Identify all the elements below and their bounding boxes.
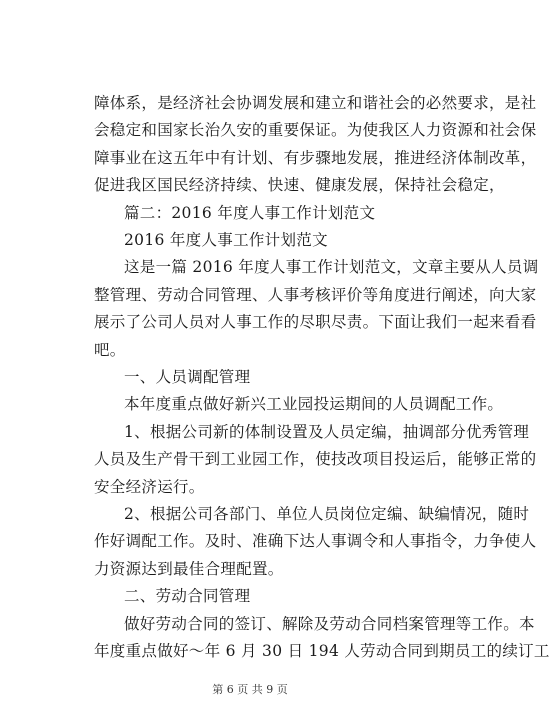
subsection-heading: 二、劳动合同管理	[124, 587, 251, 605]
body-text-line: 安全经济运行。	[94, 478, 205, 496]
body-text-line: 障事业在这五年中有计划、有步骤地发展，推进经济体制改革，	[94, 149, 537, 167]
body-text-line: 吧。	[94, 341, 126, 359]
body-text-line: 力资源达到最佳合理配置。	[94, 560, 284, 578]
body-text-line: 促进我区国民经济持续、快速、健康发展，保持社会稳定，	[94, 176, 505, 194]
body-text-line: 整管理、劳动合同管理、人事考核评价等角度进行阐述，向大家	[94, 286, 537, 304]
page-number-footer: 第 6 页 共 9 页	[212, 683, 288, 696]
body-text-line: 年度重点做好～年 6 月 30 日 194 人劳动合同到期员工的续订工	[94, 642, 550, 660]
section-heading: 篇二：2016 年度人事工作计划范文	[124, 204, 376, 222]
body-text-line: 展示了公司人员对人事工作的尽职尽责。下面让我们一起来看看	[94, 313, 537, 331]
body-text-line: 作好调配工作。及时、准确下达人事调令和人事指令，力争使人	[94, 532, 537, 550]
subsection-heading: 一、人员调配管理	[124, 368, 251, 386]
article-title: 2016 年度人事工作计划范文	[124, 231, 328, 249]
body-text-line: 本年度重点做好新兴工业园投运期间的人员调配工作。	[124, 395, 504, 413]
body-text-line: 1、根据公司新的体制设置及人员定编，抽调部分优秀管理	[124, 423, 530, 441]
body-text-line: 会稳定和国家长治久安的重要保证。为使我区人力资源和社会保	[94, 121, 537, 139]
body-text-line: 2、根据公司各部门、单位人员岗位定编、缺编情况，随时	[124, 505, 530, 523]
body-text-line: 障体系，是经济社会协调发展和建立和谐社会的必然要求，是社	[94, 94, 537, 112]
body-text-line: 人员及生产骨干到工业园工作，使技改项目投运后，能够正常的	[94, 450, 537, 468]
body-text-line: 这是一篇 2016 年度人事工作计划范文，文章主要从人员调	[124, 258, 539, 276]
body-text-line: 做好劳动合同的签订、解除及劳动合同档案管理等工作。本	[124, 615, 535, 633]
